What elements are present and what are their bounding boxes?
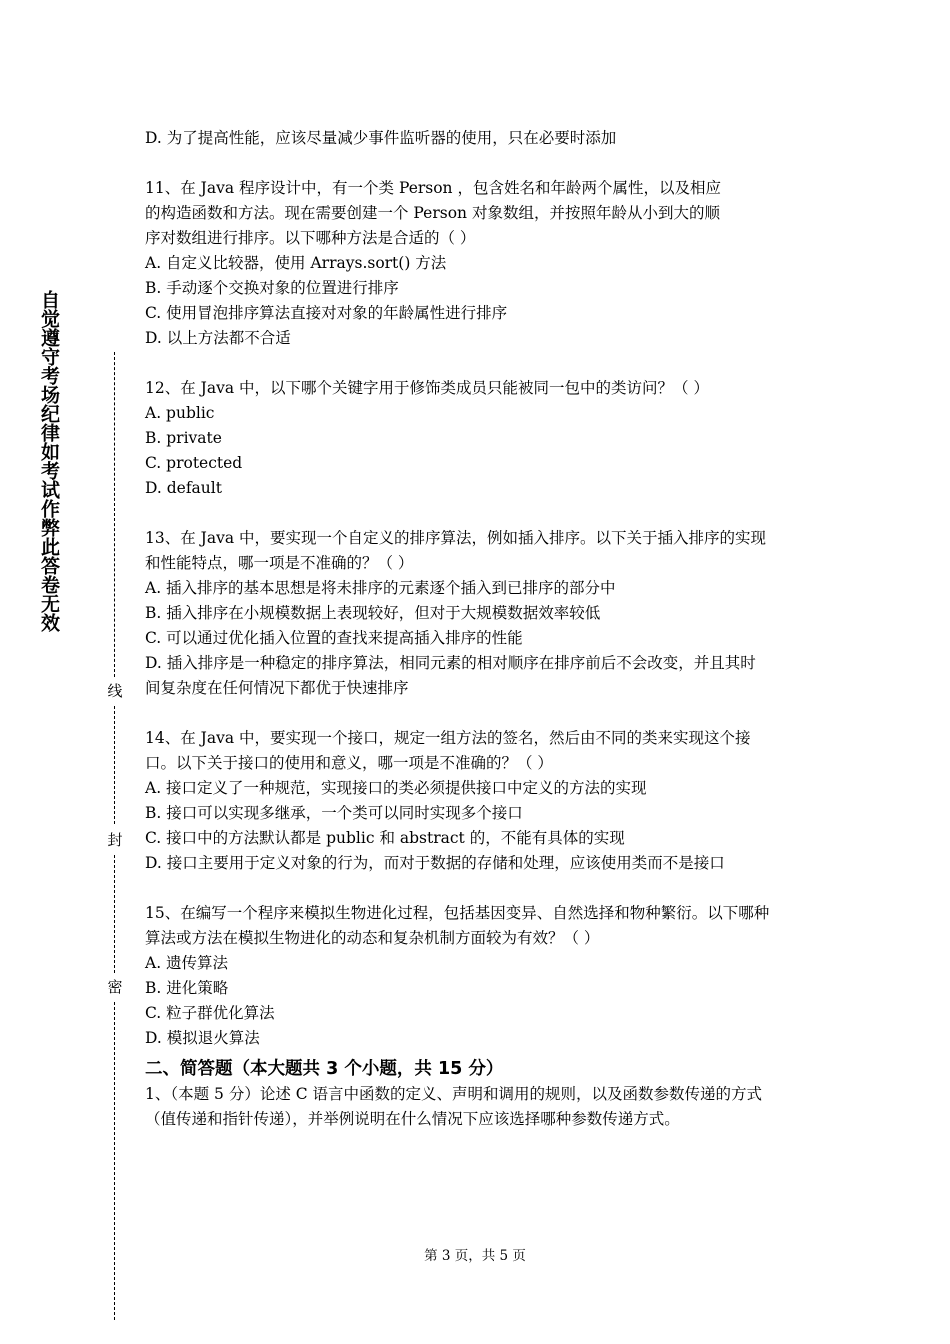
question-stem-line: （值传递和指针传递），并举例说明在什么情况下应该选择哪种参数传递方式。 (145, 1110, 680, 1128)
option-c: C. 可以通过优化插入位置的查找来提高插入排序的性能 (145, 629, 523, 647)
question-stem-line: 11、在 Java 程序设计中，有一个类 Person ，包含姓名和年龄两个属性，以及相应 (145, 179, 721, 197)
binding-dashed-line (114, 855, 115, 973)
question-stem-line: 口。以下关于接口的使用和意义，哪一项是不准确的？（ ） (145, 754, 553, 772)
binding-dashed-line (114, 1002, 115, 1320)
option-b: B. private (145, 429, 222, 447)
binding-label-seal: 封 (107, 831, 123, 849)
question-stem-line: 12、在 Java 中，以下哪个关键字用于修饰类成员只能被同一包中的类访问？（ ） (145, 379, 709, 397)
question-stem-line: 1、（本题 5 分）论述 C 语言中函数的定义、声明和调用的规则，以及函数参数传递的方式 (145, 1085, 763, 1103)
option-b: B. 插入排序在小规模数据上表现较好，但对于大规模数据效率较低 (145, 604, 601, 622)
question-stem-line: 13、在 Java 中，要实现一个自定义的排序算法，例如插入排序。以下关于插入排序的实现 (145, 529, 767, 547)
option-d: D. 模拟退火算法 (145, 1029, 260, 1047)
option-c: C. 粒子群优化算法 (145, 1004, 275, 1022)
question-14 (145, 726, 815, 876)
question-13 (145, 526, 815, 701)
question-15 (145, 901, 815, 1051)
question-stem-line: 14、在 Java 中，要实现一个接口，规定一组方法的签名，然后由不同的类来实现这个接 (145, 729, 751, 747)
option-a: A. 接口定义了一种规范，实现接口的类必须提供接口中定义的方法的实现 (145, 779, 647, 797)
option-d: D. 接口主要用于定义对象的行为，而对于数据的存储和处理，应该使用类而不是接口 (145, 854, 725, 872)
option-line: D. 为了提高性能，应该尽量减少事件监听器的使用，只在必要时添加 (145, 129, 617, 147)
question-stem-line: 的构造函数和方法。现在需要创建一个 Person 对象数组，并按照年龄从小到大的顺 (145, 204, 720, 222)
option-a: A. 插入排序的基本思想是将未排序的元素逐个插入到已排序的部分中 (145, 579, 616, 597)
option-d: D. default (145, 479, 222, 497)
option-c: C. protected (145, 454, 243, 472)
binding-dashed-line (114, 706, 115, 824)
question-stem-line: 算法或方法在模拟生物进化的动态和复杂机制方面较为有效？（ ） (145, 929, 600, 947)
page-number: 第 3 页，共 5 页 (424, 1248, 526, 1264)
section-heading: 二、简答题（本大题共 3 个小题，共 15 分） (145, 1059, 504, 1079)
option-c: C. 使用冒泡排序算法直接对对象的年龄属性进行排序 (145, 304, 508, 322)
question-stem-line: 序对数组进行排序。以下哪种方法是合适的（ ） (145, 229, 476, 247)
question-stem-line: 和性能特点，哪一项是不准确的？（ ） (145, 554, 414, 572)
question-stem-line: 15、在编写一个程序来模拟生物进化过程，包括基因变异、自然选择和物种繁衍。以下哪种 (145, 904, 770, 922)
exam-discipline-warning: 自觉遵守考场纪律如考试作弊此答卷无效 (38, 290, 60, 632)
option-b: B. 手动逐个交换对象的位置进行排序 (145, 279, 399, 297)
binding-label-close: 密 (107, 978, 123, 996)
option-a: A. 自定义比较器，使用 Arrays.sort() 方法 (145, 254, 447, 272)
option-b: B. 进化策略 (145, 979, 229, 997)
option-a: A. 遗传算法 (145, 954, 229, 972)
option-d: D. 插入排序是一种稳定的排序算法，相同元素的相对顺序在排序前后不会改变，并且其时 (145, 654, 756, 672)
option-a: A. public (145, 404, 215, 422)
question-12 (145, 376, 815, 501)
binding-dashed-line (114, 352, 115, 677)
option-b: B. 接口可以实现多继承，一个类可以同时实现多个接口 (145, 804, 523, 822)
option-d: D. 以上方法都不合适 (145, 329, 291, 347)
binding-label-line: 线 (107, 682, 123, 700)
short-answer-1 (145, 1082, 815, 1132)
question-11 (145, 176, 815, 351)
option-d-continued: 间复杂度在任何情况下都优于快速排序 (145, 679, 409, 697)
exam-content (145, 126, 815, 1132)
option-c: C. 接口中的方法默认都是 public 和 abstract 的，不能有具体的实现 (145, 829, 625, 847)
